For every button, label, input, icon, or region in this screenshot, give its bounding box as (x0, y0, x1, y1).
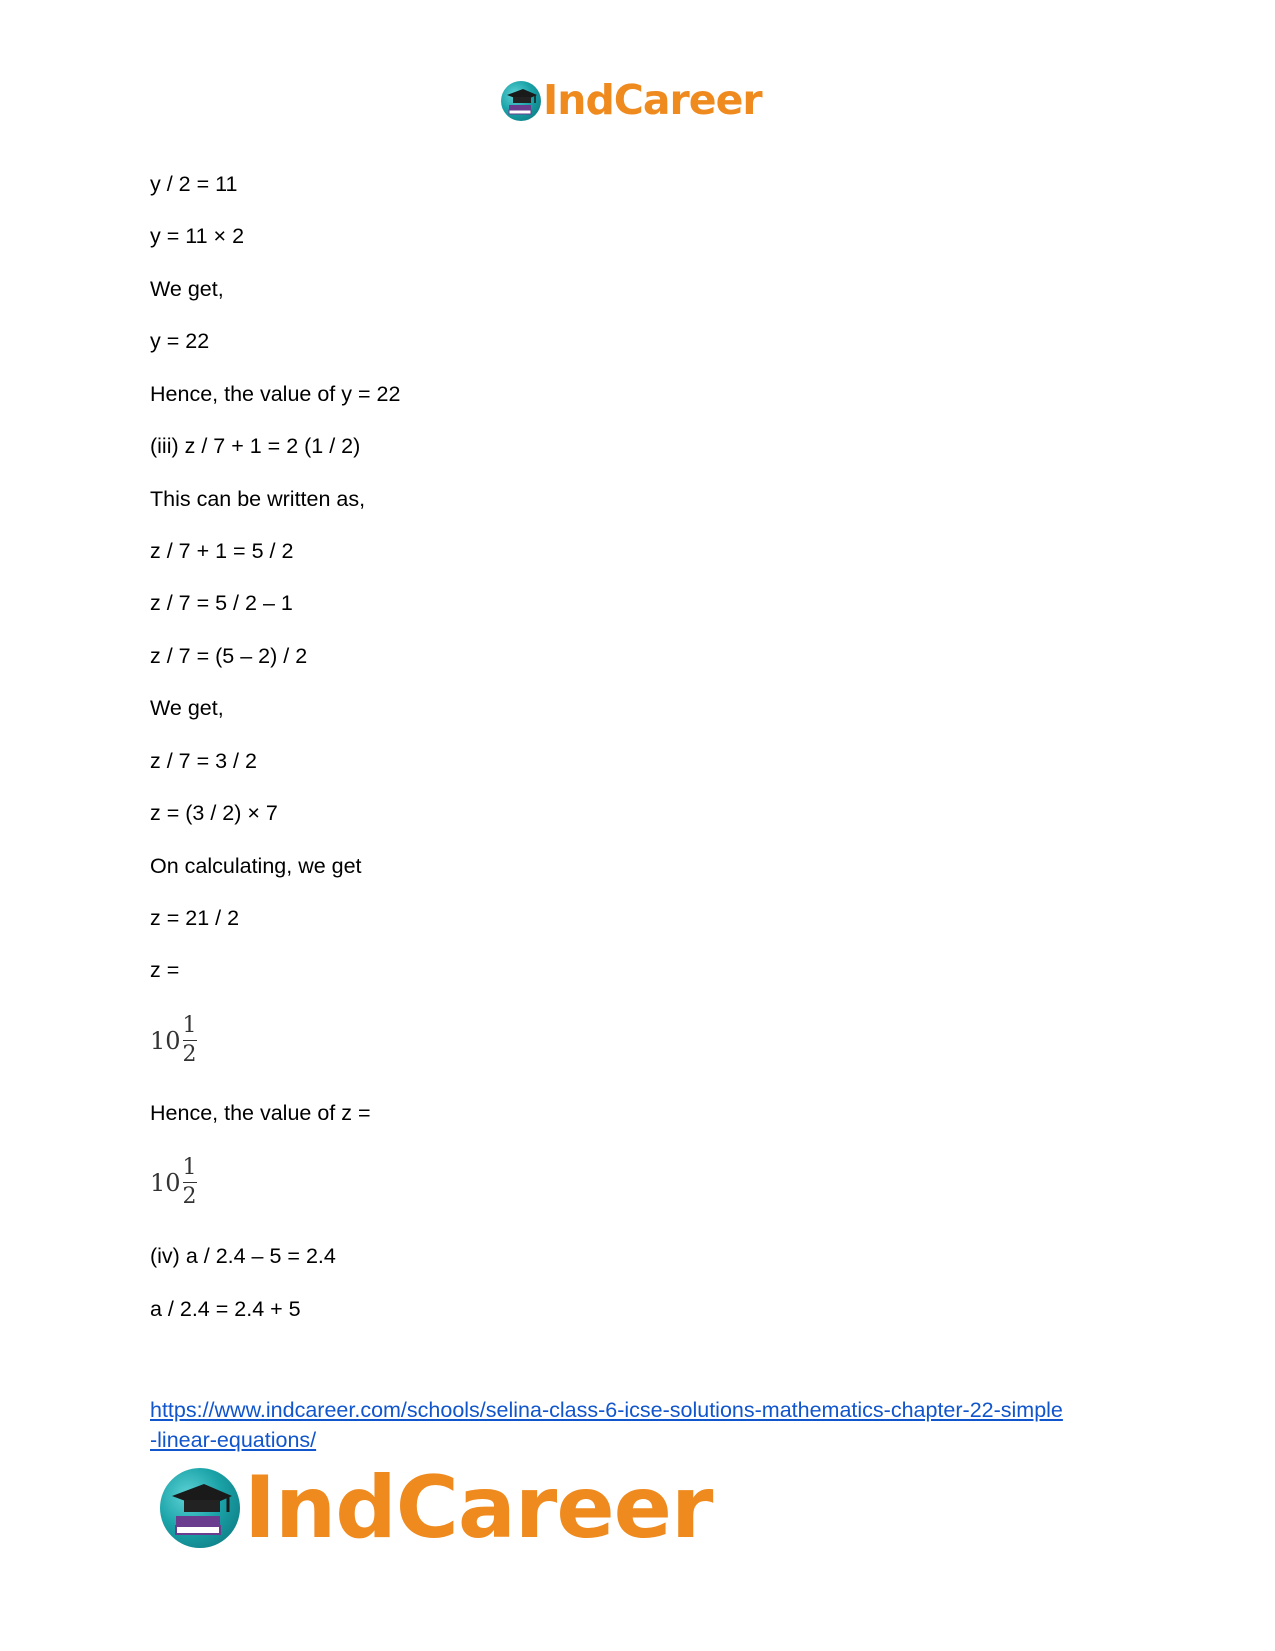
text-line: Hence, the value of z = (150, 1101, 371, 1125)
text-line: We get, (150, 277, 224, 301)
fraction (183, 1157, 197, 1208)
text-line: Hence, the value of y = 22 (150, 382, 401, 406)
graduation-cap-book-icon (160, 1468, 240, 1548)
mixed-fraction (150, 1015, 197, 1066)
text-line: (iv) a / 2.4 – 5 = 2.4 (150, 1244, 336, 1268)
text-line: This can be written as, (150, 487, 366, 511)
mixed-fraction-whole: 10 (150, 1026, 181, 1055)
text-line: On calculating, we get (150, 854, 362, 878)
logo-wordmark: IndCareer (244, 1458, 713, 1558)
fraction-numerator: 1 (182, 1155, 197, 1180)
text-line: (iii) z / 7 + 1 = 2 (1 / 2) (150, 434, 361, 458)
source-link-line-1[interactable]: https://www.indcareer.com/schools/selina-class-6-icse-solutions-mathematics-chapter-22-simple (150, 1398, 1063, 1422)
mixed-fraction (150, 1157, 197, 1208)
text-line: We get, (150, 696, 224, 720)
mixed-fraction-whole: 10 (150, 1168, 181, 1197)
graduation-cap-book-icon (501, 81, 541, 121)
text-line: z / 7 = 5 / 2 – 1 (150, 591, 293, 615)
fraction-bar (183, 1040, 197, 1041)
fraction-numerator: 1 (182, 1013, 197, 1038)
text-line: z = (150, 958, 180, 982)
source-link-line-2[interactable]: -linear-equations/ (150, 1428, 317, 1452)
text-line: z = (3 / 2) × 7 (150, 801, 278, 825)
text-line: z / 7 + 1 = 5 / 2 (150, 539, 294, 563)
source-link[interactable] (150, 1395, 1130, 1455)
header-logo (501, 76, 762, 124)
text-line: y = 11 × 2 (150, 224, 245, 248)
text-line: z / 7 = 3 / 2 (150, 749, 257, 773)
text-line: y / 2 = 11 (150, 172, 238, 196)
text-line: y = 22 (150, 329, 210, 353)
fraction-denominator: 2 (182, 1042, 197, 1067)
text-line: a / 2.4 = 2.4 + 5 (150, 1297, 301, 1321)
fraction (183, 1015, 197, 1066)
footer-logo (160, 1458, 713, 1558)
fraction-bar (183, 1182, 197, 1183)
fraction-denominator: 2 (182, 1184, 197, 1209)
logo-wordmark: IndCareer (543, 76, 762, 124)
text-line: z = 21 / 2 (150, 906, 240, 930)
text-line: z / 7 = (5 – 2) / 2 (150, 644, 308, 668)
